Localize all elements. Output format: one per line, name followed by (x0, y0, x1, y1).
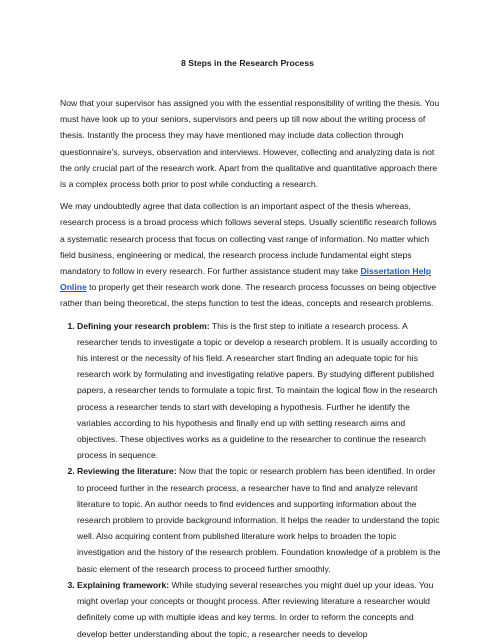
list-item (77, 318, 442, 464)
document-title: 8 Steps in the Research Process (181, 58, 314, 68)
second-paragraph-text-before-link: We may undoubtedly agree that data collection is an important aspect of the thesis whereas, research process is a broad process which follows several steps. Usually scientific research follows a systematic research process that focus on collecting vast range of information. No matter which field business, engineering or medical, the research process include fundamental eight steps mandatory to follow in every research. For further assistance student may take (60, 201, 437, 277)
second-paragraph-text-after-link: to properly get their research work done. The research process focusses on being objective rather than being theoretical, the steps function to test the ideas, concepts and research problems. (60, 282, 437, 309)
step-text: Now that the topic or research problem has been identified. In order to proceed further in the research process, a researcher have to find and analyze relevant literature to topic. An author needs to find evidences and supporting information about the research problem to provide background information. It helps the reader to understand the topic well. Also acquiring content from published literature work helps to broaden the topic investigation and the history of the research problem. Foundation knowledge of a problem is the basic element of the research process to proceed further smoothly. (77, 466, 441, 574)
intro-paragraph: Now that your supervisor has assigned you with the essential responsibility of writing the thesis. You must have look up to your seniors, supervisors and peers up till now about the writing process of thesis. Instantly the process they may have mentioned may include data collection through questionnaire’s, surveys, observation and interviews. However, collecting and analyzing data is not the only crucial part of the research work. Apart from the qualitative and quantitative approach there is a complex process both prior to post while conducting a research. (60, 98, 440, 190)
step-text: While studying several researches you might duel up your ideas. You might overlap your concepts or thought process. After reviewing literature a researcher would definitely come up with multiple ideas and key terms. In order to reform the concepts and develop better understanding about the topic, a researcher needs to develop (77, 579, 434, 639)
document-body (60, 95, 442, 642)
step-heading: Reviewing the literature: (77, 466, 177, 477)
second-paragraph (60, 198, 442, 311)
list-item (77, 577, 442, 642)
step-heading: Defining your research problem: (77, 320, 210, 331)
steps-list (60, 318, 442, 642)
list-item (77, 463, 442, 576)
step-heading: Explaining framework: (77, 579, 170, 590)
dissertation-help-online-link[interactable]: Dissertation Help Online (60, 266, 432, 293)
step-text: This is the first step to initiate a research process. A researcher tends to investigate a topic or develop a research problem. It is usually according to his interest or the necessity of his field. A researcher start finding an adequate topic for his research work by formulating and investigating relative papers. By studying different published papers, a researcher tends to formulate a topic first. To maintain the logical flow in the research process a researcher tends to start with developing a hypothesis. Further he identify the variables according to his hypothesis and finally end up with setting research aims and objectives. These objectives works as a guideline to the researcher to continue the research process in sequence. (77, 320, 438, 461)
